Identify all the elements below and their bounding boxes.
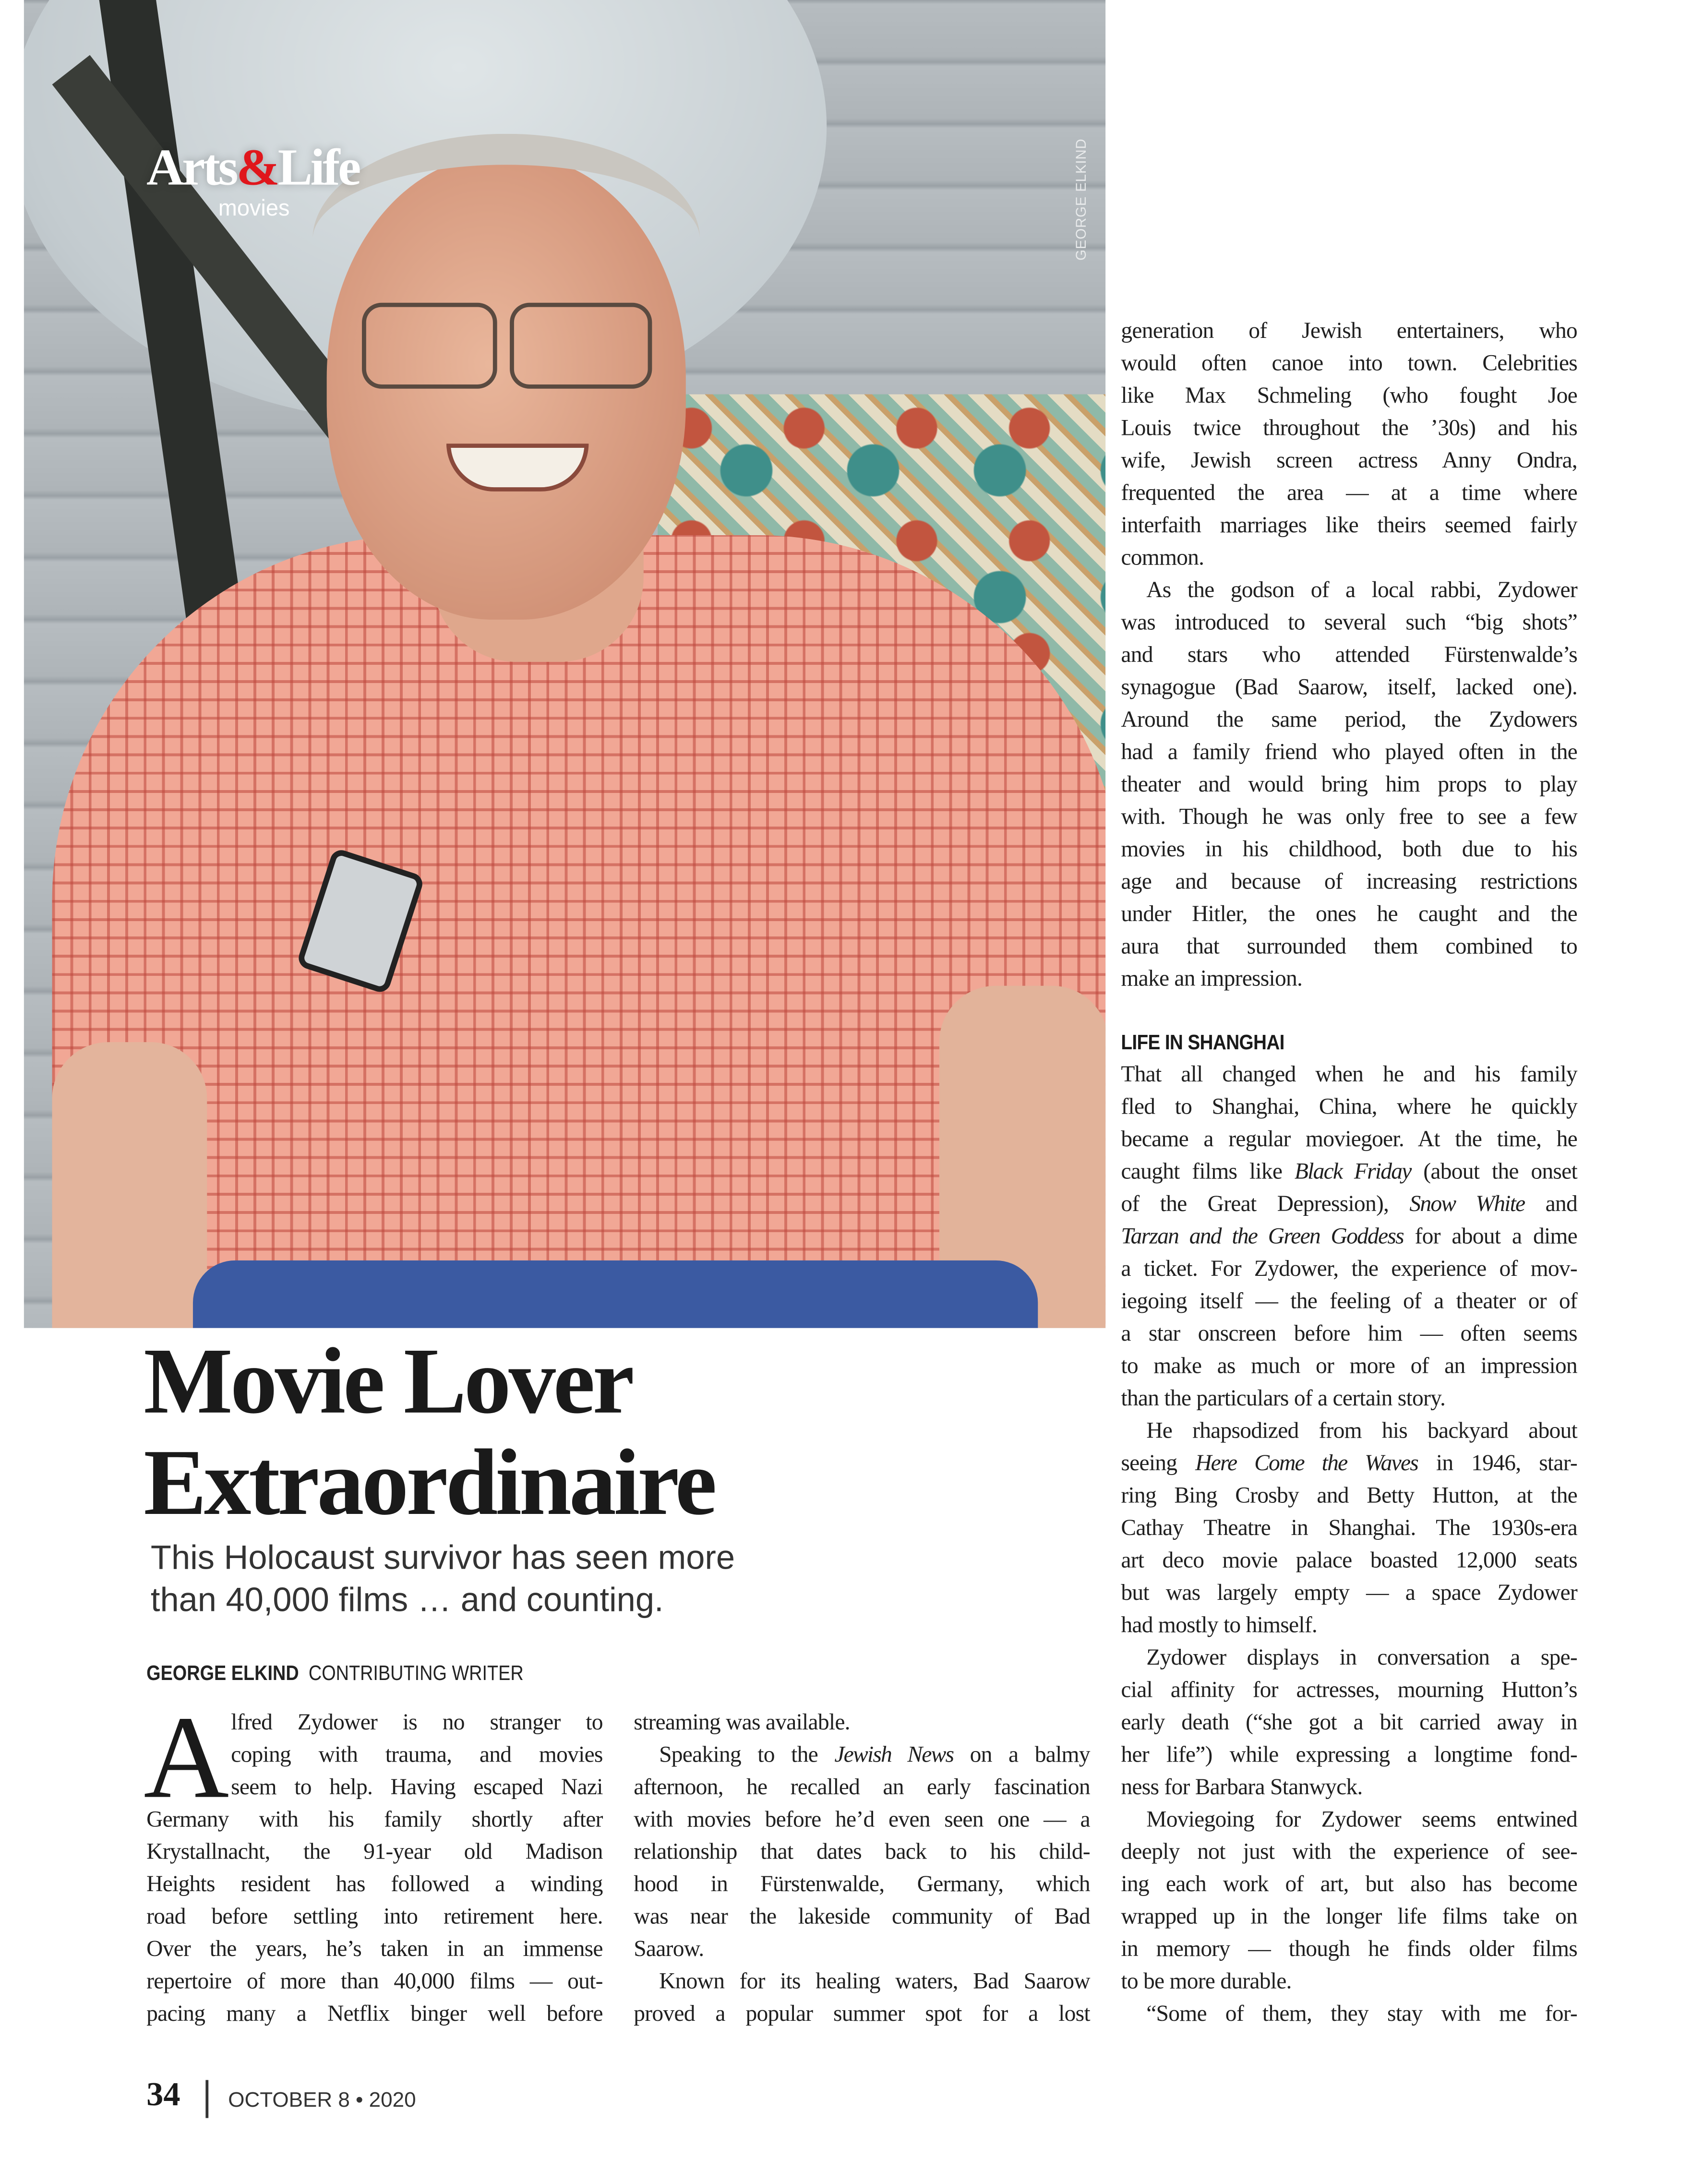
dek-line: This Holocaust survivor has seen more <box>150 1539 735 1577</box>
title-italic: Here Come the Waves <box>1195 1450 1418 1476</box>
text-line: Known for its healing waters, Bad Saarow <box>659 1968 1090 1993</box>
subheading: LIFE IN SHANGHAI <box>1121 1030 1284 1055</box>
text-line: wife, Jewish screen actress Anny Ondra, <box>1121 447 1577 473</box>
text-line <box>634 1739 1090 1771</box>
text-line: ring Bing Crosby and Betty Hutton, at the <box>1121 1482 1577 1508</box>
byline-role: CONTRIBUTING WRITER <box>308 1662 524 1686</box>
article-column-1 <box>144 1692 603 2030</box>
glasses <box>362 303 497 389</box>
text-line: theater and would bring him props to play <box>1121 771 1577 797</box>
text-line: but was largely empty — a space Zydower <box>1121 1579 1577 1605</box>
text-line: Germany with his family shortly after <box>146 1806 603 1832</box>
feature-photo <box>24 0 1105 1328</box>
text-segment: in 1946, star- <box>1418 1450 1577 1476</box>
text-line: He rhapsodized from his backyard about <box>1146 1417 1577 1443</box>
text-line: repertoire of more than 40,000 films — out- <box>146 1968 603 1993</box>
issue-date: OCTOBER 8 • 2020 <box>228 2088 416 2112</box>
text-line: Moviegoing for Zydower seems entwined <box>1146 1806 1577 1832</box>
text-line: iegoing itself — the feeling of a theater or of <box>1121 1288 1577 1313</box>
text-line: with. Though he was only free to see a few <box>1121 803 1577 829</box>
text-line: deeply not just with the experience of see- <box>1121 1838 1577 1864</box>
text-segment: of the Great Depression), <box>1121 1190 1410 1216</box>
pants <box>193 1260 1038 1328</box>
title-italic: Jewish News <box>834 1741 954 1767</box>
text-segment: (about the onset <box>1411 1158 1577 1184</box>
text-line: lfred Zydower is no stranger to <box>231 1709 603 1735</box>
headline-line: Extraordinaire <box>144 1430 715 1535</box>
text-line <box>1121 1188 1577 1220</box>
text-line: As the godson of a local rabbi, Zydower <box>1146 576 1577 602</box>
text-line: That all changed when he and his family <box>1121 1061 1577 1087</box>
text-line: Krystallnacht, the 91-year old Madison <box>146 1838 603 1864</box>
title-italic: Tarzan and the Green Goddess <box>1121 1223 1404 1248</box>
text-line: art deco movie palace boasted 12,000 seats <box>1121 1547 1577 1572</box>
text-segment: Speaking to the <box>659 1741 835 1767</box>
text-line: Zydower displays in conversation a spe- <box>1146 1644 1577 1670</box>
arm <box>52 1042 207 1328</box>
text-line: a star onscreen before him — often seems <box>1121 1320 1577 1346</box>
text-line: to make as much or more of an impression <box>1121 1353 1577 1378</box>
dek <box>151 1538 735 1622</box>
text-line: road before settling into retirement here. <box>146 1903 603 1929</box>
text-line: Around the same period, the Zydowers <box>1121 706 1577 732</box>
text-line: ing each work of art, but also has become <box>1121 1871 1577 1896</box>
byline <box>146 1662 524 1686</box>
text-line: ness for Barbara Stanwyck. <box>1121 1774 1363 1800</box>
section-label-arts: Arts <box>146 139 237 197</box>
text-line: wrapped up in the longer life films take on <box>1121 1903 1577 1929</box>
text-line <box>1121 1447 1577 1479</box>
text-line: common. <box>1121 544 1204 570</box>
text-line: Saarow. <box>634 1935 704 1961</box>
dek-line: than 40,000 films … and counting. <box>150 1581 664 1620</box>
photo-credit: GEORGE ELKIND <box>1074 138 1090 261</box>
text-line: to be more durable. <box>1121 1968 1292 1993</box>
text-line: had a family friend who played often in the <box>1121 738 1577 764</box>
headline <box>144 1331 714 1534</box>
text-line: like Max Schmeling (who fought Joe <box>1121 382 1577 408</box>
text-line <box>1121 1220 1577 1252</box>
text-line: seem to help. Having escaped Nazi <box>231 1774 603 1800</box>
text-line: had mostly to himself. <box>1121 1611 1318 1637</box>
text-line: a ticket. For Zydower, the experience of mov- <box>1121 1255 1577 1281</box>
glasses <box>510 303 652 389</box>
text-line: afternoon, he recalled an early fascination <box>634 1774 1090 1800</box>
text-segment: caught films like <box>1121 1158 1295 1184</box>
text-line: was near the lakeside community of Bad <box>634 1903 1090 1929</box>
section-label <box>146 138 359 199</box>
text-line: frequented the area — at a time where <box>1121 479 1577 505</box>
text-line: with movies before he’d even seen one — a <box>634 1806 1090 1832</box>
text-line: Heights resident has followed a winding <box>146 1871 603 1896</box>
text-line: early death (“she got a bit carried away in <box>1121 1709 1577 1735</box>
text-line: Over the years, he’s taken in an immense <box>146 1935 603 1961</box>
text-line: under Hitler, the ones he caught and the <box>1121 900 1577 926</box>
text-line: “Some of them, they stay with me for- <box>1146 2000 1577 2026</box>
section-label-ampersand: & <box>236 139 278 197</box>
text-line: movies in his childhood, both due to his <box>1121 836 1577 862</box>
article-column-3 <box>1121 315 1577 2030</box>
text-line: became a regular moviegoer. At the time, he <box>1121 1126 1577 1152</box>
text-line: her life”) while expressing a longtime fond- <box>1121 1741 1577 1767</box>
text-line: would often canoe into town. Celebrities <box>1121 350 1577 375</box>
text-line: interfaith marriages like theirs seemed fairly <box>1121 512 1577 538</box>
text-line: generation of Jewish entertainers, who <box>1121 317 1577 343</box>
text-line: fled to Shanghai, China, where he quickly <box>1121 1093 1577 1119</box>
byline-author: GEORGE ELKIND <box>146 1662 299 1686</box>
text-line: coping with trauma, and movies <box>231 1741 603 1767</box>
text-line: relationship that dates back to his child- <box>634 1838 1090 1864</box>
drop-cap: A <box>144 1692 229 1823</box>
text-segment: on a balmy <box>953 1741 1090 1767</box>
subsection-label: movies <box>218 197 290 221</box>
text-line: than the particulars of a certain story. <box>1121 1385 1446 1411</box>
text-segment: seeing <box>1121 1450 1196 1476</box>
text-line: was introduced to several such “big shots” <box>1121 609 1577 635</box>
text-line <box>1121 1155 1577 1188</box>
page-number: 34 <box>146 2077 180 2114</box>
text-line: hood in Fürstenwalde, Germany, which <box>634 1871 1090 1896</box>
text-line: cial affinity for actresses, mourning Hutton’s <box>1121 1676 1577 1702</box>
text-line: proved a popular summer spot for a lost <box>634 2000 1090 2026</box>
article-column-2 <box>634 1706 1090 2030</box>
headline-line: Movie Lover <box>144 1329 632 1434</box>
text-line: pacing many a Netflix binger well before <box>146 2000 603 2026</box>
section-label-life: Life <box>277 139 359 197</box>
text-line: in memory — though he finds older films <box>1121 1935 1577 1961</box>
text-line: Louis twice throughout the ’30s) and his <box>1121 415 1577 440</box>
title-italic: Black Friday <box>1294 1158 1411 1184</box>
footer-divider <box>205 2080 207 2118</box>
text-line: streaming was available. <box>634 1709 850 1735</box>
text-line: Cathay Theatre in Shanghai. The 1930s-era <box>1121 1514 1577 1540</box>
text-segment: for about a dime <box>1403 1223 1577 1248</box>
text-line: aura that surrounded them combined to <box>1121 933 1577 959</box>
text-line: age and because of increasing restrictions <box>1121 868 1577 894</box>
title-italic: Snow White <box>1409 1190 1525 1216</box>
text-line: make an impression. <box>1121 965 1303 991</box>
text-segment: and <box>1524 1190 1577 1216</box>
text-line: and stars who attended Fürstenwalde’s <box>1121 641 1577 667</box>
text-line: synagogue (Bad Saarow, itself, lacked one). <box>1121 673 1577 699</box>
